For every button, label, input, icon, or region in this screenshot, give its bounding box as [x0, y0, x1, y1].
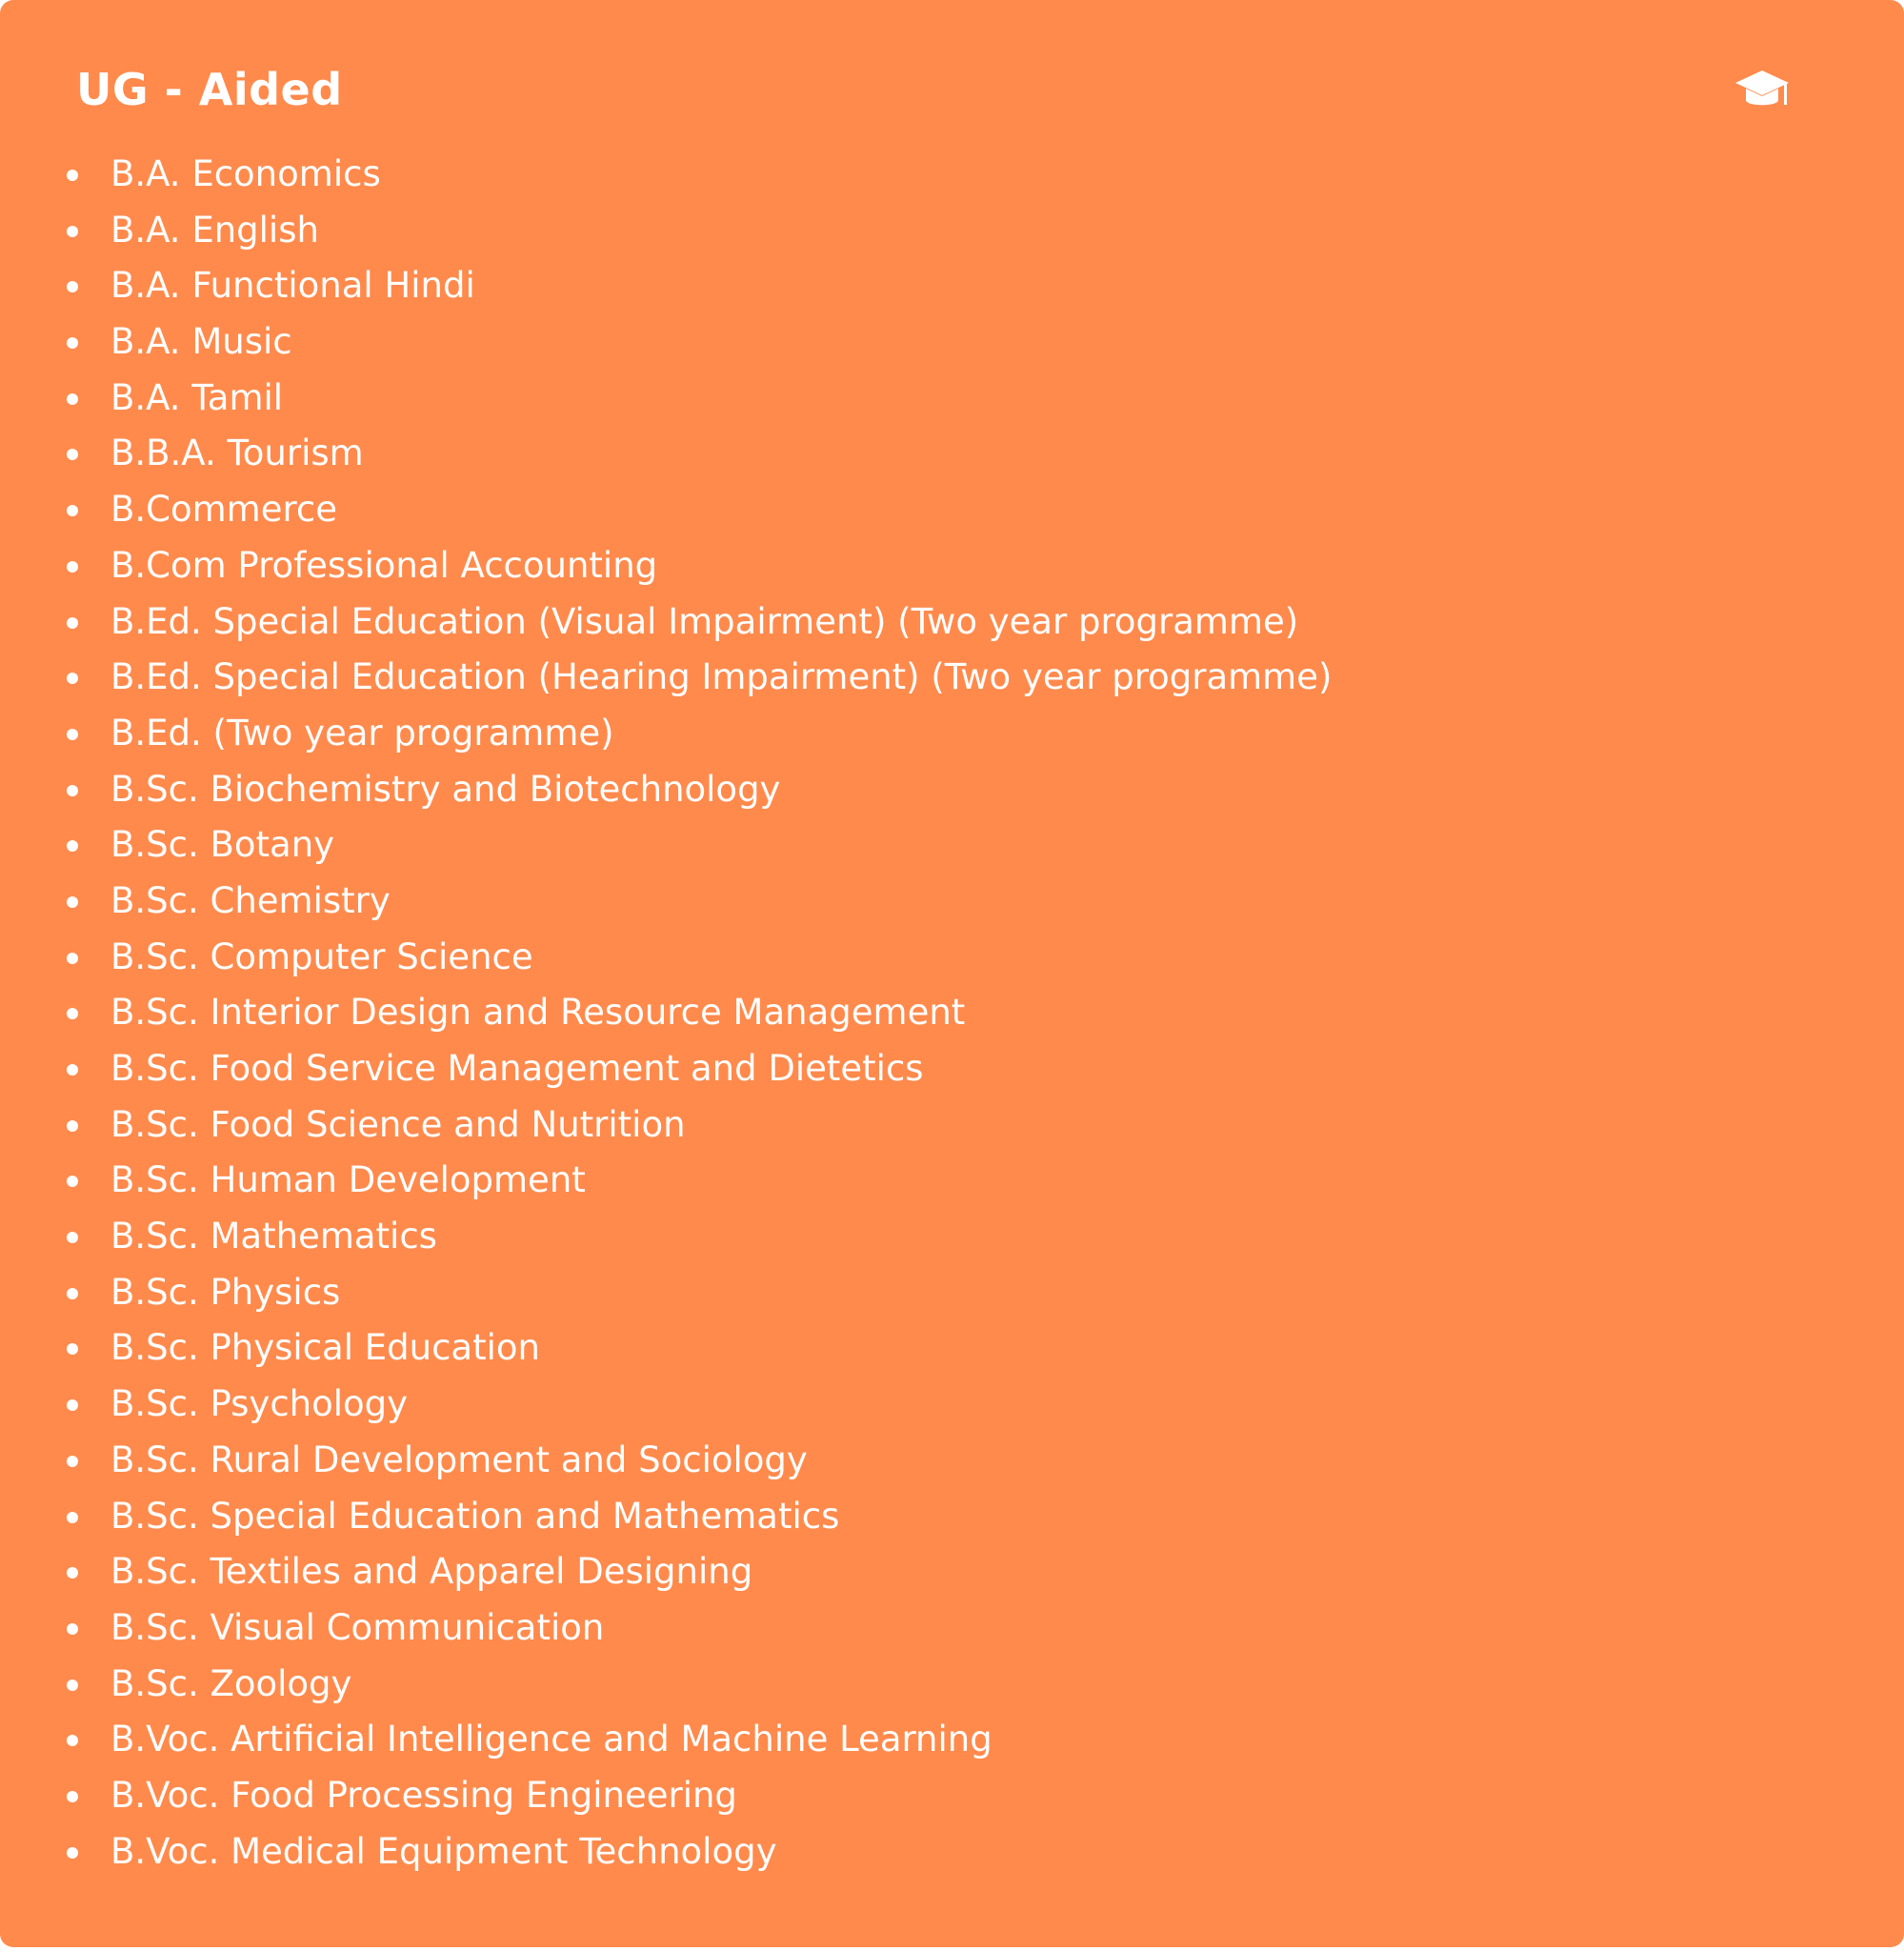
course-item: [0, 482, 1332, 538]
bullet-icon: [67, 449, 78, 460]
course-item: [0, 147, 1332, 203]
bullet-icon: [67, 673, 78, 684]
course-item: [0, 314, 1332, 371]
bullet-icon: [67, 1399, 78, 1411]
course-label: B.Sc. Physical Education: [110, 1327, 540, 1369]
course-item: [0, 1041, 1332, 1097]
bullet-icon: [67, 1288, 78, 1299]
course-item: [0, 203, 1332, 259]
course-label: B.Sc. Rural Development and Sociology: [110, 1438, 808, 1480]
bullet-icon: [67, 1847, 78, 1859]
course-label: B.Sc. Mathematics: [110, 1216, 437, 1257]
bullet-icon: [67, 505, 78, 516]
bullet-icon: [67, 1120, 78, 1132]
course-label: B.Sc. Textiles and Apparel Designing: [110, 1551, 753, 1593]
course-label: B.Sc. Physics: [110, 1271, 341, 1313]
course-label: B.Com Professional Accounting: [110, 544, 658, 586]
bullet-icon: [67, 1176, 78, 1187]
course-item: [0, 1097, 1332, 1154]
course-label: B.Sc. Chemistry: [110, 879, 391, 921]
course-item: [0, 258, 1332, 314]
course-item: [0, 1544, 1332, 1600]
course-item: [0, 1209, 1332, 1265]
course-item: [0, 426, 1332, 482]
course-item: [0, 706, 1332, 762]
bullet-icon: [67, 1512, 78, 1523]
course-list: [0, 147, 1332, 1880]
course-label: B.Ed. (Two year programme): [110, 712, 614, 754]
bullet-icon: [67, 393, 78, 405]
course-item: [0, 538, 1332, 594]
course-item: [0, 1657, 1332, 1713]
bullet-icon: [67, 1064, 78, 1076]
bullet-icon: [67, 1623, 78, 1635]
course-item: [0, 1824, 1332, 1881]
course-label: B.Sc. Botany: [110, 824, 335, 866]
bullet-icon: [67, 896, 78, 908]
course-item: [0, 1768, 1332, 1824]
course-label: B.A. Functional Hindi: [110, 265, 475, 307]
course-label: B.Ed. Special Education (Visual Impairment) (Two year programme): [110, 600, 1299, 642]
course-label: B.Voc. Medical Equipment Technology: [110, 1830, 777, 1872]
bullet-icon: [67, 1791, 78, 1802]
course-label: B.A. Music: [110, 321, 292, 363]
bullet-icon: [67, 337, 78, 349]
course-label: B.B.A. Tourism: [110, 432, 364, 474]
course-item: [0, 1265, 1332, 1321]
bullet-icon: [67, 840, 78, 852]
course-item: [0, 817, 1332, 874]
bullet-icon: [67, 1456, 78, 1467]
course-item: [0, 1377, 1332, 1433]
course-item: [0, 874, 1332, 930]
bullet-icon: [67, 785, 78, 796]
course-item: [0, 1320, 1332, 1377]
course-item: [0, 1489, 1332, 1545]
course-label: B.Sc. Biochemistry and Biotechnology: [110, 768, 781, 810]
course-item: [0, 985, 1332, 1041]
course-item: [0, 1712, 1332, 1768]
bullet-icon: [67, 1735, 78, 1746]
bullet-icon: [67, 1232, 78, 1243]
bullet-icon: [67, 953, 78, 964]
course-item: [0, 930, 1332, 986]
course-item: [0, 1153, 1332, 1209]
course-label: B.Ed. Special Education (Hearing Impairment) (Two year programme): [110, 656, 1333, 698]
course-label: B.A. Economics: [110, 153, 381, 194]
course-label: B.Sc. Food Science and Nutrition: [110, 1103, 686, 1145]
course-label: B.Commerce: [110, 489, 337, 531]
card-title: UG - Aided: [76, 64, 343, 115]
course-label: B.A. English: [110, 209, 319, 251]
graduation-cap-icon: [1734, 67, 1791, 116]
course-label: B.Sc. Computer Science: [110, 935, 533, 977]
course-item: [0, 762, 1332, 818]
bullet-icon: [67, 1008, 78, 1019]
course-item: [0, 594, 1332, 651]
bullet-icon: [67, 1567, 78, 1579]
bullet-icon: [67, 226, 78, 237]
bullet-icon: [67, 281, 78, 292]
bullet-icon: [67, 1679, 78, 1691]
course-label: B.Sc. Zoology: [110, 1662, 352, 1704]
bullet-icon: [67, 1343, 78, 1355]
course-label: B.Sc. Human Development: [110, 1159, 586, 1201]
course-item: [0, 1433, 1332, 1489]
course-item: [0, 650, 1332, 706]
course-label: B.Voc. Food Processing Engineering: [110, 1774, 737, 1816]
course-label: B.A. Tamil: [110, 376, 284, 418]
course-label: B.Voc. Artificial Intelligence and Machine Learning: [110, 1719, 992, 1760]
bullet-icon: [67, 729, 78, 740]
course-label: B.Sc. Special Education and Mathematics: [110, 1495, 840, 1537]
course-label: B.Sc. Psychology: [110, 1383, 409, 1425]
bullet-icon: [67, 617, 78, 629]
bullet-icon: [67, 170, 78, 181]
course-label: B.Sc. Interior Design and Resource Management: [110, 992, 966, 1034]
course-label: B.Sc. Visual Communication: [110, 1606, 605, 1648]
course-item: [0, 371, 1332, 427]
bullet-icon: [67, 561, 78, 573]
course-item: [0, 1600, 1332, 1657]
course-label: B.Sc. Food Service Management and Dietetics: [110, 1048, 924, 1089]
